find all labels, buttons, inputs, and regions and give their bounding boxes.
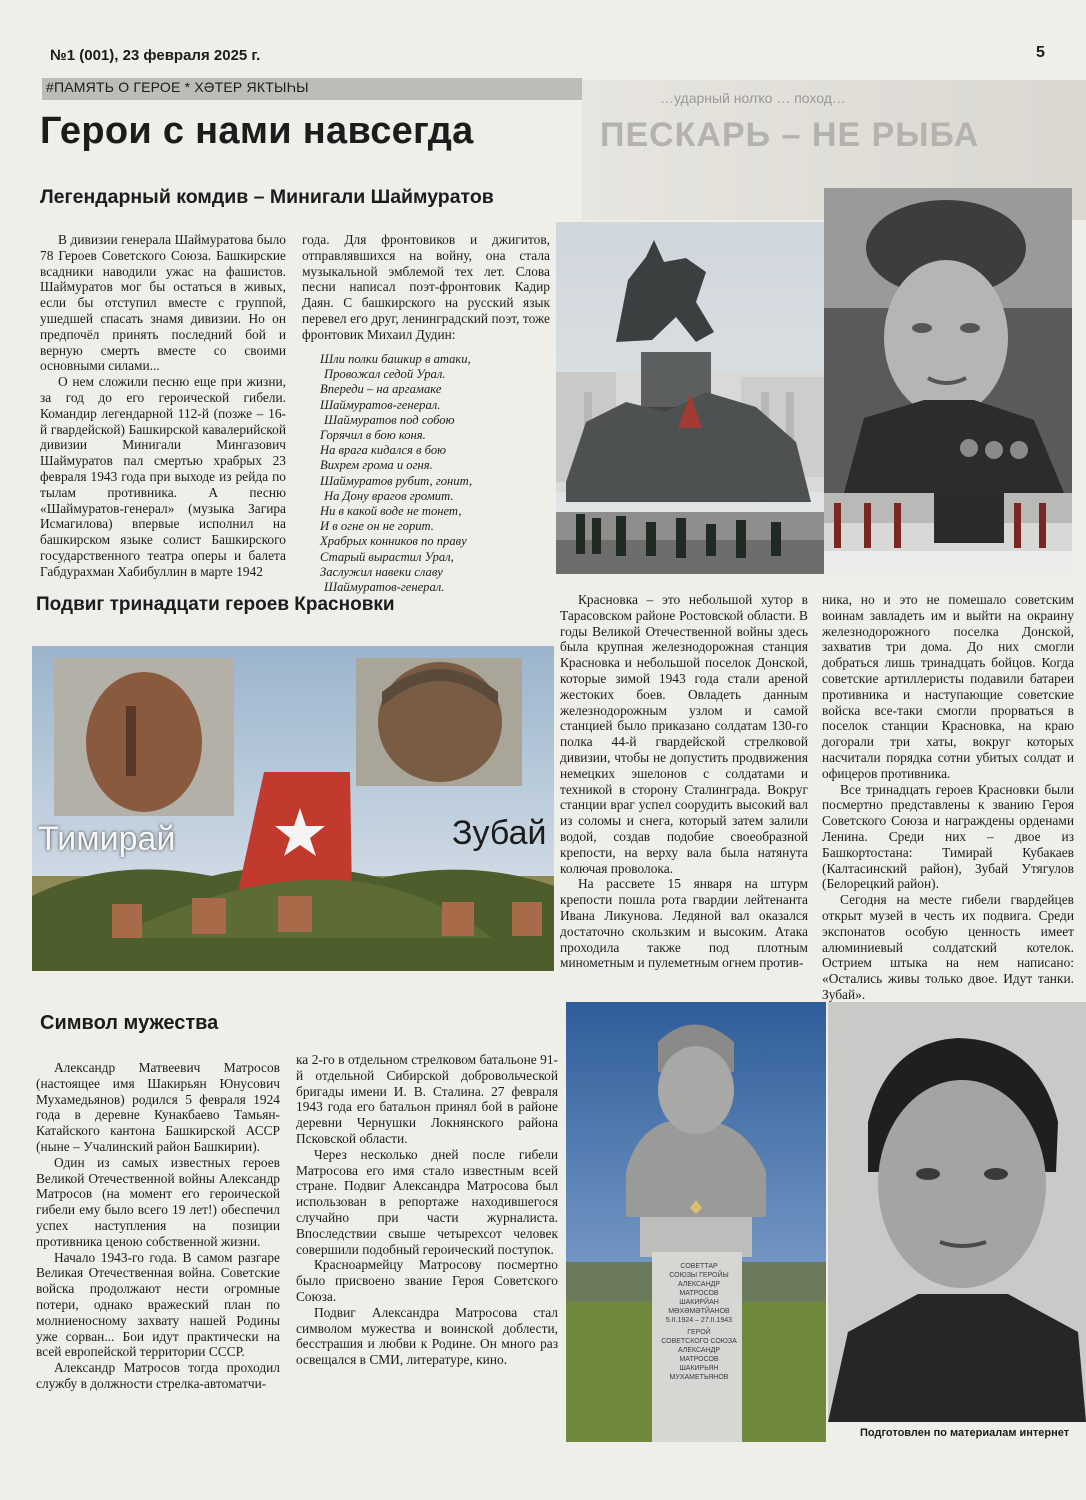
paragraph: На рассвете 15 января на штурм крепости пошла рота гвардии лейтенанта Ивана Ликунова. Ледяной вал оказался достаточно скользким и высоким. Атака проходила также под плотным минометным и пулеметным огнем против-	[560, 876, 808, 971]
verse-line: Провожал седой Урал.	[324, 367, 446, 382]
krasnovka-memorial-photo	[32, 646, 554, 971]
article1-heading: Легендарный комдив – Минигали Шаймуратов	[40, 186, 494, 208]
portrait-illustration	[828, 1002, 1086, 1422]
plaque-line: АЛЕКСАНДР	[677, 1347, 721, 1354]
monument-photo	[556, 222, 824, 574]
article3-column-2	[296, 1052, 558, 1368]
paragraph: Александр Матросов тогда проходил службу в должности стрелка-автоматчи-	[36, 1360, 280, 1391]
paragraph: года. Для фронтовиков и джигитов, отправлявшихся на войну, она стала музыкальной эмблемой тех лет. Слова песни написал поэт-фронтовик Кадир Даян. С башкирского на русский язык перевел его друг, ленинградский поэт, тоже фронтовик Михаил Дудин:	[302, 232, 550, 342]
paragraph: Красноармейцу Матросову посмертно было присвоено звание Героя Советского Союза.	[296, 1257, 558, 1304]
verse-line: Горячил в бою коня.	[320, 428, 426, 443]
ceremony-illustration	[824, 493, 1072, 574]
article1-column-1	[40, 232, 286, 580]
verse-line: Шаймуратов рубит, гонит,	[320, 473, 473, 488]
issue-date: №1 (001), 23 февраля 2025 г.	[50, 47, 261, 64]
paragraph: Красновка – это небольшой хутор в Тарасовском районе Ростовской области. В годы Великой Отечественной войны здесь была крупная железнодорожная станция Красновка и небольшой поселок Донской, которые зимой 1943 года стали ареной жестоких боев. Овладеть данным железнодорожным узлом и самой станцией было приказано солдатам 130-го полка 44-й гвардейской стрелковой дивизии, чтобы не допустить продвижения немецких эшелонов с солдатами и техникой в сторону Сталинграда. Вокруг станции враг успел соорудить высокий вал из соломы и снега, который затем залили водой, создав подобие своеобразной крепости, на верху вала была натянута колючая проволока.	[560, 592, 808, 876]
plaque-line: ШАКИРЙАН	[679, 1299, 719, 1306]
ceremony-photo	[824, 493, 1072, 574]
plaque-line: СОЮЗЫ ГЕРОЙЫ	[669, 1272, 729, 1279]
verse-line: На врага кидался в бою	[320, 443, 447, 458]
article2-column-2	[822, 592, 1074, 1003]
article2-heading: Подвиг тринадцати героев Красновки	[36, 594, 395, 615]
article3-heading: Символ мужества	[40, 1012, 219, 1034]
verse-line: Впереди – на аргамаке	[320, 382, 442, 397]
main-title: Герои с нами навсегда	[40, 110, 474, 152]
plaque-line: 5.II.1924 – 27.II.1943	[665, 1317, 733, 1324]
song-verse	[320, 352, 552, 595]
verse-line: Ни в какой воде не тонет,	[320, 504, 462, 519]
verse-line: Шли полки башкир в атаки,	[320, 352, 471, 366]
memorial-illustration	[32, 646, 554, 971]
paragraph: Подвиг Александра Матросова стал символом мужества и воинской доблести, бесстрашия и любви к Родине. Он много раз освещался в СМИ, литературе, кино.	[296, 1304, 558, 1368]
verse-line: На Дону врагов громит.	[324, 488, 454, 503]
shaimuratov-portrait	[824, 188, 1072, 493]
article2-column-1	[560, 592, 808, 971]
bust-plaque	[656, 1262, 742, 1382]
verse-line: Храбрых конников по праву	[320, 534, 467, 549]
plaque-line: СОВЕТТАР	[680, 1263, 718, 1270]
verse-line: Шаймуратов-генерал.	[320, 397, 441, 412]
paragraph: Все тринадцать героев Красновки были посмертно представлены к званию Героя Советского Союза и награждены орденами Ленина. Среди них – двое из Башкортостана: Тимирай Кубакаев (Калтасинский район), Зубай Утягулов (Белорецкий район).	[822, 781, 1074, 892]
matrosov-portrait	[828, 1002, 1086, 1422]
page-number: 5	[1036, 44, 1045, 61]
paragraph: Начало 1943-го года. В самом разгаре Великая Отечественная война. Советские войска продолжают нести огромные потери, однако вражеский план по молниеносному захвату нашей Родины уже сорван... Бои идут практически на всей европейской территории СССР.	[36, 1249, 280, 1360]
plaque-line: ГЕРОЙ	[687, 1329, 711, 1336]
verse-line: Старый вырастил Урал,	[320, 549, 454, 564]
plaque-line: МУХАМЕТЬЯНОВ	[669, 1374, 729, 1381]
article1-column-2	[302, 232, 550, 343]
verse-line: И в огне он не горит.	[320, 519, 434, 534]
paragraph: Один из самых известных героев Великой Отечественной войны Александр Матросов (на момент его героической гибели ему было всего 19 лет!) обеспечил успех наступления на позиции противника ценою собственной жизни.	[36, 1154, 280, 1249]
monument-illustration	[556, 222, 824, 574]
adjacent-page-small-heading: …ударный нолҡо … поход…	[660, 90, 846, 106]
caption-zubay: Зубай	[452, 814, 547, 852]
adjacent-page-big-heading: ПЕСКАРЬ – НЕ РЫБА	[600, 116, 980, 154]
verse-line: Шаймуратов-генерал.	[324, 580, 445, 595]
verse-line: Заслужил навеки славу	[320, 564, 443, 579]
paragraph: О нем сложили песню еще при жизни, за год до его героической гибели. Командир легендарной 112-й (позже – 16-й гвардейской) Башкирской кавалерийской дивизии Минигали Мингазович Шаймуратов пал смертью храбрых 23 февраля 1943 года при выходе из рейда по тылам противника. А песню «Шаймуратов-генерал» (музыка Загира Исмагилова) впервые исполнил на башкирском языке солист Башкирского государственного театра оперы и балета Габдурахман Хабибуллин в марте 1942	[40, 374, 286, 579]
paragraph: Сегодня на месте гибели гвардейцев открыт музей в честь их подвига. Среди экспонатов особую ценность имеет алюминиевый солдатский котелок. Острием штыка на нем написано: «Остались живы только двое. Идут танки. Зубай».	[822, 892, 1074, 1002]
sources-credit: Подготовлен по материалам интернет	[860, 1427, 1070, 1439]
paragraph: Через несколько дней после гибели Матросова его имя стало известным всей стране. Подвиг Александра Матросова был использован в репортаже находившегося случайно при части журналиста. Впоследствии свыше четырехсот человек совершили подобный героический поступок.	[296, 1146, 558, 1257]
verse-line: Вихрем грома и огня.	[320, 458, 433, 473]
paragraph: ника, но и это не помешало советским воинам завладеть им и выйти на окраину железнодорожного поселка Донской, захватив три дома. До них смогли добраться лишь тринадцать бойцов. Когда советские артиллеристы подавили батареи противника и наступающие советские войска все-таки смогли прорваться в поселок станции Красновка, на краю догорали три хаты, вокруг которых насчитали порядка сотни убитых солдат и офицеров противника.	[822, 592, 1074, 781]
rubric-label: #ПАМЯТЬ О ГЕРОЕ * ХӘТЕР ЯКТЫҺЫ	[46, 79, 309, 95]
portrait-illustration	[824, 188, 1072, 493]
caption-timiray: Тимирай	[38, 820, 176, 858]
paragraph: Александр Матвеевич Матросов (настоящее имя Шакирьян Юнусович Мухамедьянов) родился 5 февраля 1924 года в деревне Кунакбаево Тамьян-Катайского кантона Башкирской АССР (ныне – Учалинский район Башкирии).	[36, 1060, 280, 1154]
plaque-line: АЛЕКСАНДР	[677, 1281, 721, 1288]
plaque-line: МАТРОСОВ	[679, 1356, 719, 1363]
paragraph: В дивизии генерала Шаймуратова было 78 Героев Советского Союза. Башкирские всадники наводили ужас на фашистов. Шаймуратов мог бы остаться в живых, если бы отступил вместе с группой, ушедшей спасать знамя дивизии. Но он предпочёл принять последний бой и верную смерть вместе со своими основными силами...	[40, 232, 286, 374]
plaque-line: ШАКИРЬЯН	[679, 1365, 719, 1372]
plaque-line: МӨХӘМӘТЙАНОВ	[668, 1308, 730, 1315]
plaque-line: СОВЕТСКОГО СОЮЗА	[661, 1338, 737, 1345]
verse-line: Шаймуратов под собою	[324, 412, 455, 427]
plaque-line: МАТРОСОВ	[679, 1290, 719, 1297]
paragraph: ка 2-го в отдельном стрелковом батальоне 91-й отдельной Сибирской добровольческой бригады имени И. В. Сталина. 27 февраля 1943 года его батальон принял бой в районе деревни Чернушки Локнянского района Псковской области.	[296, 1052, 558, 1146]
article3-column-1	[36, 1060, 280, 1392]
